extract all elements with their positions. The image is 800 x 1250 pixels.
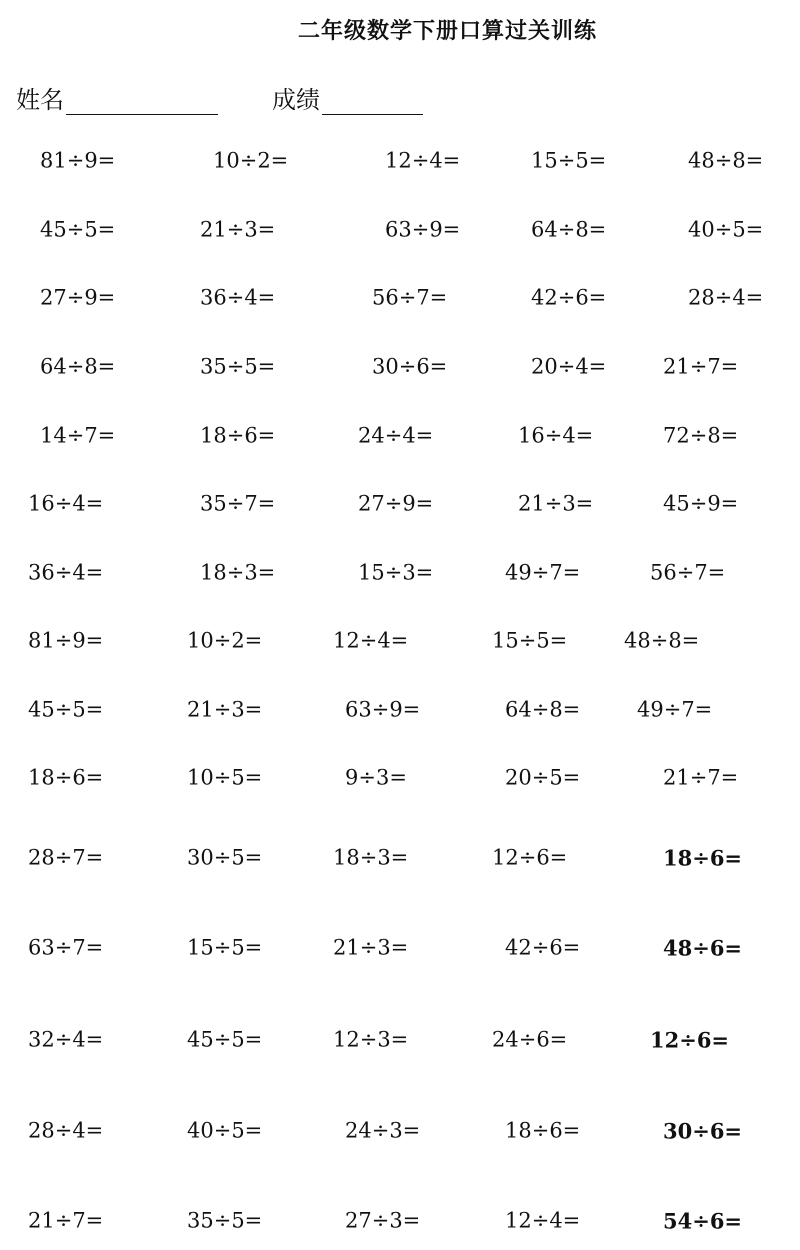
problem-item: 21÷7=: [28, 1208, 104, 1233]
problem-item: 20÷4=: [531, 354, 607, 379]
problem-item: 49÷7=: [637, 697, 713, 722]
score-blank-line[interactable]: [322, 92, 423, 115]
problem-item: 81÷9=: [28, 628, 104, 653]
problem-item: 18÷6=: [663, 845, 743, 871]
problem-item: 28÷4=: [688, 285, 764, 310]
problem-item: 36÷4=: [200, 285, 276, 310]
problem-item: 21÷3=: [187, 697, 263, 722]
problem-item: 18÷6=: [28, 765, 104, 790]
problem-item: 27÷3=: [345, 1208, 421, 1233]
problem-item: 12÷4=: [385, 148, 461, 173]
problem-item: 9÷3=: [345, 765, 407, 790]
problem-item: 24÷4=: [358, 423, 434, 448]
name-label: 姓名: [16, 86, 64, 114]
problem-item: 21÷7=: [663, 765, 739, 790]
problem-item: 21÷7=: [663, 354, 739, 379]
problem-item: 63÷7=: [28, 935, 104, 960]
problem-item: 64÷8=: [531, 217, 607, 242]
problem-item: 12÷4=: [333, 628, 409, 653]
problem-item: 12÷6=: [492, 845, 568, 870]
problem-item: 21÷3=: [333, 935, 409, 960]
problem-item: 24÷3=: [345, 1118, 421, 1143]
score-field: [272, 80, 423, 115]
problem-item: 32÷4=: [28, 1027, 104, 1052]
problem-item: 18÷3=: [333, 845, 409, 870]
problem-item: 72÷8=: [663, 423, 739, 448]
problem-item: 12÷4=: [505, 1208, 581, 1233]
problem-item: 42÷6=: [505, 935, 581, 960]
problem-item: 28÷4=: [28, 1118, 104, 1143]
problem-item: 36÷4=: [28, 560, 104, 585]
problem-item: 45÷5=: [187, 1027, 263, 1052]
name-blank-line[interactable]: [66, 92, 218, 115]
problem-item: 40÷5=: [187, 1118, 263, 1143]
problem-item: 64÷8=: [40, 354, 116, 379]
problem-item: 48÷8=: [688, 148, 764, 173]
problem-item: 15÷5=: [187, 935, 263, 960]
problem-item: 10÷5=: [187, 765, 263, 790]
problem-item: 18÷6=: [200, 423, 276, 448]
problem-item: 16÷4=: [518, 423, 594, 448]
problem-item: 48÷6=: [663, 935, 743, 961]
problem-item: 45÷5=: [28, 697, 104, 722]
problem-item: 16÷4=: [28, 491, 104, 516]
problem-item: 56÷7=: [372, 285, 448, 310]
problem-item: 10÷2=: [187, 628, 263, 653]
problem-item: 45÷9=: [663, 491, 739, 516]
problem-item: 15÷5=: [492, 628, 568, 653]
problem-item: 56÷7=: [650, 560, 726, 585]
problem-item: 48÷8=: [624, 628, 700, 653]
problem-item: 42÷6=: [531, 285, 607, 310]
problem-item: 28÷7=: [28, 845, 104, 870]
problem-item: 12÷6=: [650, 1027, 730, 1053]
problem-item: 27÷9=: [358, 491, 434, 516]
problem-item: 24÷6=: [492, 1027, 568, 1052]
problem-item: 35÷5=: [200, 354, 276, 379]
problem-item: 18÷6=: [505, 1118, 581, 1143]
problem-item: 54÷6=: [663, 1208, 743, 1234]
problem-item: 63÷9=: [385, 217, 461, 242]
problem-item: 14÷7=: [40, 423, 116, 448]
problem-item: 10÷2=: [213, 148, 289, 173]
page-title: 二年级数学下册口算过关训练: [297, 18, 597, 44]
problem-item: 81÷9=: [40, 148, 116, 173]
score-label: 成绩: [272, 86, 320, 114]
problem-item: 45÷5=: [40, 217, 116, 242]
problem-item: 35÷7=: [200, 491, 276, 516]
problem-item: 64÷8=: [505, 697, 581, 722]
name-field: [16, 80, 218, 115]
problem-item: 40÷5=: [688, 217, 764, 242]
problem-item: 18÷3=: [200, 560, 276, 585]
problem-item: 35÷5=: [187, 1208, 263, 1233]
problem-item: 21÷3=: [200, 217, 276, 242]
problem-item: 27÷9=: [40, 285, 116, 310]
problem-item: 30÷6=: [663, 1118, 743, 1144]
problem-item: 30÷5=: [187, 845, 263, 870]
problem-item: 21÷3=: [518, 491, 594, 516]
problem-item: 15÷3=: [358, 560, 434, 585]
problem-item: 30÷6=: [372, 354, 448, 379]
problem-item: 49÷7=: [505, 560, 581, 585]
problem-item: 63÷9=: [345, 697, 421, 722]
problem-item: 12÷3=: [333, 1027, 409, 1052]
problem-item: 20÷5=: [505, 765, 581, 790]
problem-item: 15÷5=: [531, 148, 607, 173]
